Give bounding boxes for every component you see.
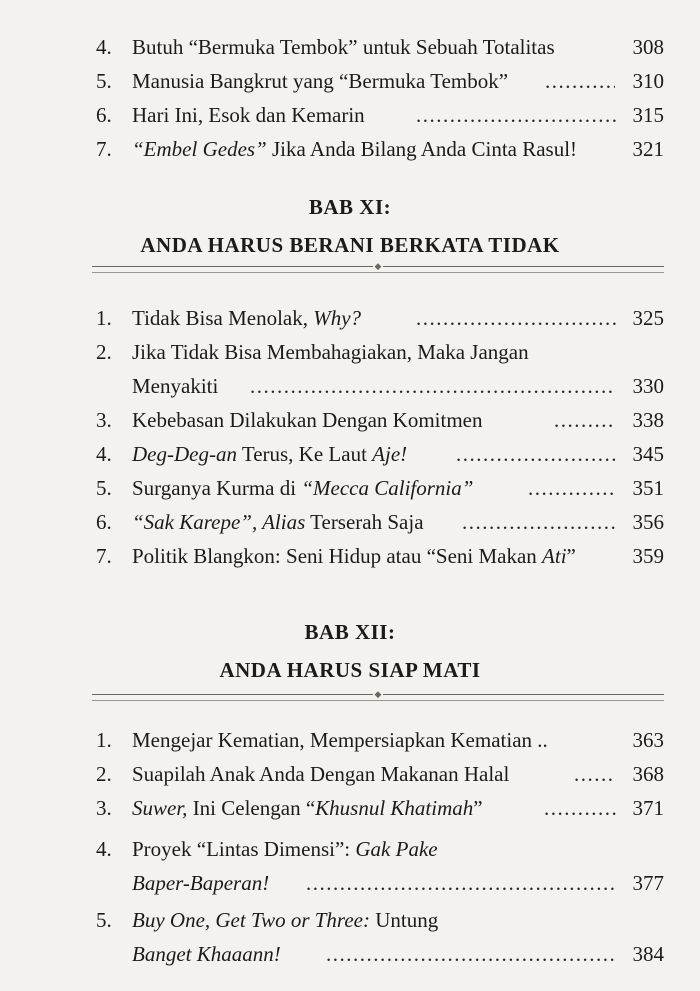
dot-leader bbox=[544, 791, 616, 825]
entry-number: 2. bbox=[96, 340, 112, 364]
divider-ornament-icon: ◆ bbox=[374, 689, 382, 699]
entry-title bbox=[132, 505, 424, 539]
entry-page-number: 363 bbox=[632, 728, 664, 752]
entry-number: 7. bbox=[96, 137, 112, 161]
dot-leader bbox=[545, 64, 615, 98]
toc-entry bbox=[0, 505, 700, 539]
entry-title-italic: “Mecca California” bbox=[301, 476, 474, 500]
dot-leader bbox=[462, 505, 616, 539]
entry-title-rest: Ini Celengan “ bbox=[187, 796, 316, 820]
entry-title-italic: Aje! bbox=[372, 442, 408, 466]
entry-title: Jika Tidak Bisa Membahagiakan, Maka Jangan bbox=[132, 340, 529, 364]
entry-title: Hari Ini, Esok dan Kemarin bbox=[132, 103, 365, 127]
entry-page-number: 315 bbox=[632, 103, 664, 127]
entry-number: 5. bbox=[96, 908, 112, 932]
entry-title-line2: Banget Khaaann! bbox=[132, 942, 281, 966]
dot-leader bbox=[416, 301, 616, 335]
entry-number: 5. bbox=[96, 476, 112, 500]
entry-title-line2: Baper-Baperan! bbox=[132, 871, 270, 895]
dot-leader bbox=[416, 98, 616, 132]
entry-page-number: 356 bbox=[632, 510, 664, 534]
entry-title: Kebebasan Dilakukan Dengan Komitmen bbox=[132, 408, 483, 432]
entry-title-italic: Ati bbox=[542, 544, 567, 568]
entry-title-rest: Jika Anda Bilang Anda Cinta Rasul! bbox=[266, 137, 578, 161]
entry-page-number: 351 bbox=[632, 476, 664, 500]
entry-page-number: 371 bbox=[632, 796, 664, 820]
entry-number: 4. bbox=[96, 442, 112, 466]
section-divider bbox=[92, 689, 664, 701]
toc-entry bbox=[0, 301, 700, 335]
entry-title-rest: Untung bbox=[369, 908, 439, 932]
section-divider bbox=[92, 261, 664, 273]
entry-page-number: 377 bbox=[632, 871, 664, 895]
entry-title bbox=[132, 471, 473, 505]
dot-leader bbox=[554, 403, 616, 437]
entry-title-text: Politik Blangkon: Seni Hidup atau “Seni Makan bbox=[132, 544, 543, 568]
toc-entry-continuation bbox=[0, 369, 700, 403]
entry-title-italic: Khusnul Khatimah bbox=[315, 796, 474, 820]
entry-page-number: 308 bbox=[632, 35, 664, 59]
toc-entry-continuation bbox=[0, 866, 700, 900]
entry-title-italic: “Sak Karepe”, Alias bbox=[132, 510, 306, 534]
toc-entry bbox=[0, 903, 700, 937]
dot-leader bbox=[574, 757, 616, 791]
entry-title bbox=[132, 301, 361, 335]
entry-page-number: 345 bbox=[632, 442, 664, 466]
entry-title-italic: Suwer, bbox=[132, 796, 188, 820]
entry-number: 7. bbox=[96, 544, 112, 568]
entry-title bbox=[132, 903, 438, 937]
entry-number: 4. bbox=[96, 837, 112, 861]
entry-page-number: 338 bbox=[632, 408, 664, 432]
entry-title-italic: Gak Pake bbox=[355, 837, 438, 861]
toc-entry bbox=[0, 791, 700, 825]
toc-entry bbox=[0, 757, 700, 791]
entry-title-line2: Menyakiti bbox=[132, 374, 219, 398]
entry-title bbox=[132, 791, 483, 825]
toc-entry bbox=[0, 132, 700, 166]
dot-leader bbox=[306, 866, 616, 900]
entry-title: Mengejar Kematian, Mempersiapkan Kematian .. bbox=[132, 728, 548, 752]
entry-page-number: 330 bbox=[632, 374, 664, 398]
entry-number: 6. bbox=[96, 510, 112, 534]
toc-entry bbox=[0, 403, 700, 437]
entry-title: Manusia Bangkrut yang “Bermuka Tembok” bbox=[132, 69, 509, 93]
dot-leader bbox=[528, 471, 616, 505]
entry-title bbox=[132, 132, 577, 166]
entry-number: 3. bbox=[96, 408, 112, 432]
entry-title-text: Surganya Kurma di bbox=[132, 476, 302, 500]
toc-entry bbox=[0, 832, 700, 866]
divider-ornament-icon: ◆ bbox=[374, 261, 382, 271]
entry-title-rest: Terus, Ke Laut bbox=[236, 442, 373, 466]
entry-number: 5. bbox=[96, 69, 112, 93]
entry-number: 6. bbox=[96, 103, 112, 127]
toc-entry bbox=[0, 723, 700, 757]
entry-title-italic: “Embel Gedes” bbox=[132, 137, 267, 161]
entry-number: 3. bbox=[96, 796, 112, 820]
entry-number: 1. bbox=[96, 306, 112, 330]
toc-entry bbox=[0, 98, 700, 132]
toc-entry bbox=[0, 30, 700, 64]
entry-title bbox=[132, 832, 438, 866]
entry-page-number: 310 bbox=[632, 69, 664, 93]
entry-page-number: 384 bbox=[632, 942, 664, 966]
toc-entry bbox=[0, 64, 700, 98]
chapter-label: BAB XI: bbox=[308, 195, 392, 219]
entry-page-number: 321 bbox=[632, 137, 664, 161]
entry-title-rest: Terserah Saja bbox=[305, 510, 424, 534]
entry-title-text: Tidak Bisa Menolak, bbox=[132, 306, 314, 330]
entry-title bbox=[132, 539, 576, 573]
toc-entry bbox=[0, 539, 700, 573]
entry-title: Suapilah Anak Anda Dengan Makanan Halal bbox=[132, 762, 510, 786]
entry-title bbox=[132, 437, 407, 471]
chapter-label: BAB XII: bbox=[304, 620, 396, 644]
dot-leader bbox=[326, 937, 616, 971]
entry-page-number: 368 bbox=[632, 762, 664, 786]
entry-page-number: 325 bbox=[632, 306, 664, 330]
dot-leader bbox=[456, 437, 616, 471]
entry-title-italic: Deg-Deg-an bbox=[132, 442, 237, 466]
entry-title-close: ” bbox=[566, 544, 576, 568]
toc-entry bbox=[0, 437, 700, 471]
entry-title-close: ” bbox=[473, 796, 483, 820]
chapter-title: ANDA HARUS SIAP MATI bbox=[219, 658, 481, 682]
dot-leader bbox=[250, 369, 616, 403]
chapter-title: ANDA HARUS BERANI BERKATA TIDAK bbox=[140, 233, 560, 257]
entry-number: 2. bbox=[96, 762, 112, 786]
toc-entry bbox=[0, 471, 700, 505]
entry-title-italic: Buy One, Get Two or Three: bbox=[132, 908, 370, 932]
entry-title: Butuh “Bermuka Tembok” untuk Sebuah Totalitas bbox=[132, 35, 555, 59]
entry-number: 4. bbox=[96, 35, 112, 59]
entry-page-number: 359 bbox=[632, 544, 664, 568]
entry-number: 1. bbox=[96, 728, 112, 752]
toc-entry-continuation bbox=[0, 937, 700, 971]
toc-entry bbox=[0, 335, 700, 369]
entry-title-italic: Why? bbox=[313, 306, 362, 330]
entry-title-text: Proyek “Lintas Dimensi”: bbox=[132, 837, 356, 861]
